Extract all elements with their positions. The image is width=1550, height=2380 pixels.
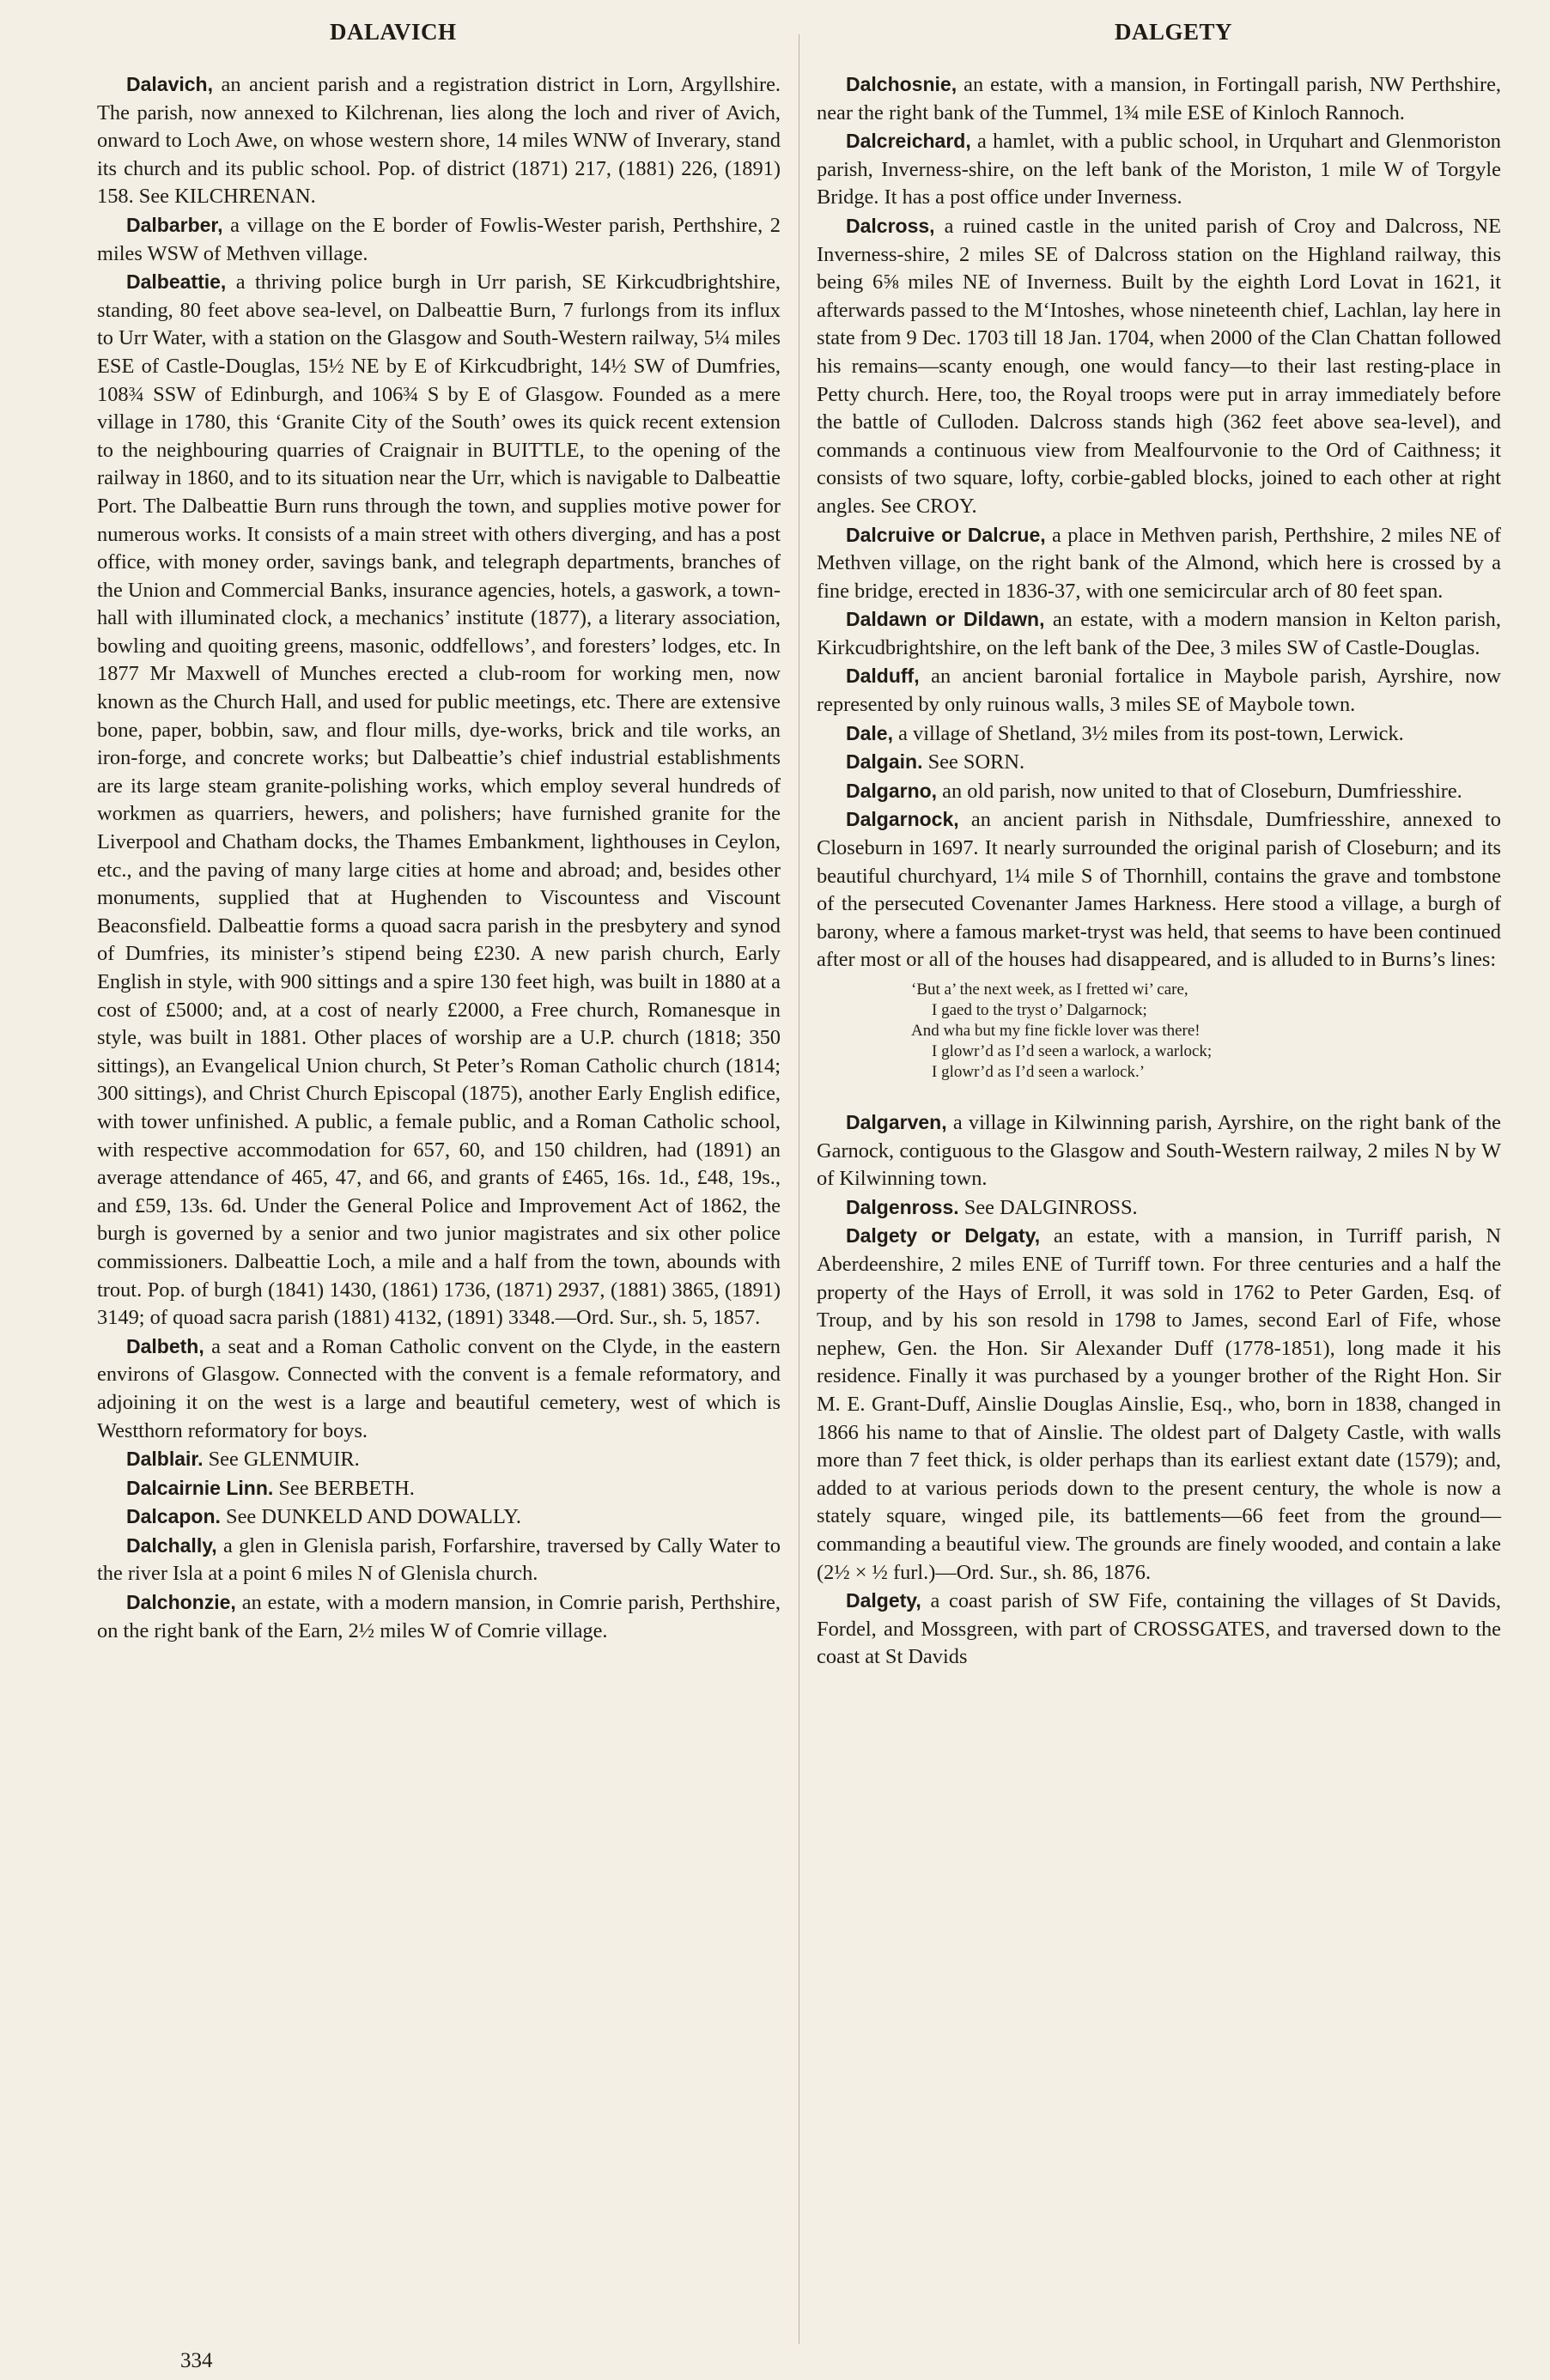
right-column-entries	[817, 70, 1501, 974]
running-head-right: DALGETY	[1115, 19, 1233, 45]
gazetteer-entry	[97, 1503, 781, 1532]
gazetteer-entry	[97, 1474, 781, 1503]
entry-headword: Dalchally,	[126, 1533, 217, 1557]
entry-text: a village in Kilwinning parish, Ayrshire, on the right bank of the Garnock, contiguous to the Glasgow and South-Western railway, 2 miles N by W of Kilwinning town.	[817, 1111, 1501, 1191]
entry-text: an old parish, now united to that of Closeburn, Dumfriesshire.	[937, 779, 1462, 803]
entry-headword: Dalcreichard,	[846, 130, 971, 153]
gazetteer-entry	[817, 1193, 1501, 1223]
gazetteer-entry	[817, 662, 1501, 719]
gazetteer-entry	[817, 1587, 1501, 1672]
gazetteer-entry	[817, 777, 1501, 806]
entry-headword: Dale,	[846, 721, 893, 744]
entry-text: a village of Shetland, 3½ miles from its post-town, Lerwick.	[892, 721, 1404, 745]
entry-text: a village on the E border of Fowlis-Wester parish, Perthshire, 2 miles WSW of Methven village.	[97, 213, 781, 265]
entry-headword: Dalchosnie,	[846, 73, 957, 95]
entry-headword: Dalblair.	[126, 1448, 204, 1471]
running-head-left: DALAVICH	[330, 19, 457, 45]
verse-line: I glowr’d as I’d seen a warlock.’	[932, 1063, 1146, 1081]
entry-headword: Dalgarno,	[846, 779, 938, 802]
entry-text: an ancient parish in Nithsdale, Dumfriesshire, annexed to Closeburn in 1697. It nearly surrounded the original parish of Closeburn; and its beautiful churchyard, 1¼ mile S of Thornhill, contains the grave and tombstone of the persecuted Covenanter James Harkness. Here stood a village, a burgh of barony, where a famous market-tryst was held, that seems to have been continued after most or all of the houses had disappeared, and is alluded to in Burns’s lines:	[817, 808, 1501, 972]
verse-line: And wha but my fine fickle lover was there!	[911, 1022, 1200, 1040]
entry-text: See SORN.	[922, 750, 1025, 774]
gazetteer-entry	[817, 127, 1501, 212]
gazetteer-entry	[817, 521, 1501, 606]
gazetteer-entry	[817, 212, 1501, 521]
burns-verse	[817, 980, 1501, 1083]
entry-text: See DALGINROSS.	[958, 1195, 1138, 1219]
entry-headword: Dalgain.	[846, 750, 923, 774]
entry-headword: Daldawn or Dildawn,	[846, 608, 1045, 631]
gazetteer-entry	[817, 605, 1501, 662]
gazetteer-entry	[97, 268, 781, 1333]
entry-headword: Dalcross,	[846, 214, 935, 237]
right-column	[817, 70, 1501, 1672]
entry-headword: Dalbeattie,	[126, 270, 227, 294]
entry-text: a place in Methven parish, Perthshire, 2 miles NE of Methven village, on the right bank of the Almond, which here is crossed by a fine bridge, erected in 1836-37, with one semicircular arch of 80 feet span.	[817, 523, 1501, 603]
entry-text: an estate, with a modern mansion in Kelton parish, Kirkcudbrightshire, on the left bank of the Dee, 3 miles SW of Castle-Douglas.	[817, 608, 1501, 659]
entry-headword: Dalavich,	[126, 73, 213, 95]
entry-headword: Dalcruive or Dalcrue,	[846, 523, 1046, 546]
entry-text: a hamlet, with a public school, in Urquhart and Glenmoriston parish, Inverness-shire, on the left bank of the Moriston, 1 mile W of Torgyle Bridge. It has a post office under Inverness.	[817, 130, 1501, 209]
verse-line: I gaed to the tryst o’ Dalgarnock;	[932, 1001, 1147, 1019]
entry-text: an ancient parish and a registration district in Lorn, Argyllshire. The parish, now annexed to Kilchrenan, lies along the loch and river of Avich, onward to Loch Awe, on whose western shore, 14 miles WNW of Inverary, stand its church and its public school. Pop. of district (1871) 217, (1881) 226, (1891) 158. See KILCHRENAN.	[97, 73, 781, 209]
entry-headword: Dalcapon.	[126, 1505, 221, 1528]
gazetteer-entry	[817, 719, 1501, 749]
page-number: 334	[180, 2349, 213, 2372]
entry-headword: Dalchonzie,	[126, 1591, 236, 1614]
entry-headword: Dalbeth,	[126, 1334, 204, 1357]
verse-line: I glowr’d as I’d seen a warlock, a warlock;	[932, 1042, 1213, 1060]
gazetteer-entry	[817, 1222, 1501, 1587]
gazetteer-entry	[97, 70, 781, 211]
left-column	[97, 70, 781, 1645]
gazetteer-entry	[97, 1333, 781, 1445]
gazetteer-entry	[817, 1108, 1501, 1193]
entry-headword: Dalgenross.	[846, 1195, 959, 1218]
entry-headword: Dalgety,	[846, 1589, 921, 1612]
gazetteer-entry	[97, 1532, 781, 1588]
entry-text: a glen in Glenisla parish, Forfarshire, traversed by Cally Water to the river Isla at a point 6 miles N of Glenisla church.	[97, 1533, 781, 1586]
gazetteer-entry	[817, 70, 1501, 127]
entry-text: a seat and a Roman Catholic convent on the Clyde, in the eastern environs of Glasgow. Connected with the convent is a female reformatory, and adjoining it on the west is a large and beautiful cemetery, west of which is Westthorn reformatory for boys.	[97, 1334, 781, 1442]
entry-text: a ruined castle in the united parish of Croy and Dalcross, NE Inverness-shire, 2 miles SE of Dalcross station on the Highland railway, this being 6⅝ miles NE of Inverness. Built by the eighth Lord Lovat in 1621, it afterwards passed to the M‘Intoshes, whose nineteenth chief, Lachlan, lay here in state from 9 Dec. 1703 till 18 Jan. 1704, when 2000 of the Clan Chattan followed his remains—scanty enough, one would fancy—to their last resting-place in Petty church. Here, too, the Royal troops were put in array immediately before the battle of Culloden. Dalcross stands high (362 feet above sea-level), and commands a continuous view from Mealfourvonie to the Ord of Caithness; it consists of two square, lofty, corbie-gabled blocks, joined to each other at right angles. See CROY.	[817, 214, 1501, 518]
entry-headword: Dalduff,	[846, 665, 920, 688]
entry-headword: Dalgety or Delgaty,	[846, 1224, 1041, 1248]
entry-headword: Dalcairnie Linn.	[126, 1476, 274, 1499]
gazetteer-entry	[97, 211, 781, 268]
entry-headword: Dalbarber,	[126, 213, 223, 236]
entry-text: a coast parish of SW Fife, containing the villages of St Davids, Fordel, and Mossgreen, with part of CROSSGATES, and traversed down to the coast at St Davids	[817, 1589, 1501, 1669]
entry-headword: Dalgarven,	[846, 1111, 947, 1133]
verse-line: ‘But a’ the next week, as I fretted wi’ care,	[911, 981, 1188, 999]
gazetteer-entry	[97, 1588, 781, 1645]
entry-text: See DUNKELD AND DOWALLY.	[220, 1505, 521, 1529]
right-column-entries-continued	[817, 1108, 1501, 1672]
entry-text: an estate, with a mansion, in Fortingall parish, NW Perthshire, near the right bank of the Tummel, 1¾ mile ESE of Kinloch Rannoch.	[817, 73, 1501, 124]
gazetteer-entry	[97, 1445, 781, 1474]
entry-text: an estate, with a mansion, in Turriff parish, N Aberdeenshire, 2 miles ENE of Turriff town. For three centuries and a half the property of the Hays of Erroll, it was sold in 1762 to Peter Garden, Esq. of Troup, and by his son resold in 1798 to James, second Earl of Fife, whose nephew, Gen. the Hon. Sir Alexander Duff (1778-1851), long made it his residence. Finally it was purchased by a younger brother of the Right Hon. Sir M. E. Grant-Duff, Ainslie Douglas Ainslie, Esq., who, born in 1838, changed in 1866 his name to that of Ainslie. The oldest part of Dalgety Castle, with walls more than 7 feet thick, is older perhaps than its earliest extant date (1579); and, added to at various periods down to the present century, the whole is now a stately square, winged pile, its battlements—66 feet from the ground—commanding a beautiful view. The grounds are finely wooded, and contain a lake (2½ × ½ furl.)—Ord. Sur., sh. 86, 1876.	[817, 1224, 1501, 1584]
entry-text: See GLENMUIR.	[203, 1448, 360, 1472]
entry-headword: Dalgarnock,	[846, 808, 959, 831]
entry-text: an estate, with a modern mansion, in Comrie parish, Perthshire, on the right bank of the Earn, 2½ miles W of Comrie village.	[97, 1591, 781, 1642]
entry-text: an ancient baronial fortalice in Maybole parish, Ayrshire, now represented by only ruinous walls, 3 miles SE of Maybole town.	[817, 665, 1501, 717]
entry-text: a thriving police burgh in Urr parish, SE Kirkcudbrightshire, standing, 80 feet above sea-level, on Dalbeattie Burn, 7 furlongs from its influx to Urr Water, with a station on the Glasgow and South-Western railway, 5¼ miles ESE of Castle-Douglas, 15½ NE by E of Kirkcudbright, 14½ SW of Dumfries, 108¾ SSW of Edinburgh, and 106¾ S by E of Glasgow. Founded as a mere village in 1780, this ‘Granite City of the South’ owes its quick recent extension to the neighbouring quarries of Craignair in BUITTLE, to the opening of the railway in 1860, and to its situation near the Urr, which is navigable to Dalbeattie Port. The Dalbeattie Burn runs through the town, and supplies motive power for numerous works. It consists of a main street with others diverging, and has a post office, with money order, savings bank, and telegraph departments, branches of the Union and Commercial Banks, insurance agencies, hotels, a gaswork, a town-hall with illuminated clock, a mechanics’ institute (1877), a literary association, bowling and quoiting greens, masonic, oddfellows’, and foresters’ lodges, etc. In 1877 Mr Maxwell of Munches erected a club-room for working men, now known as the Church Hall, and used for public meetings, etc. There are extensive bone, paper, bobbin, saw, and flour mills, dye-works, brick and tile works, an iron-forge, and concrete works; but Dalbeattie’s chief industrial establishments are its large steam granite-polishing works, which employ several hundreds of workmen as quarriers, hewers, and polishers; have furnished granite for the Liverpool and Chatham docks, the Thames Embankment, lighthouses in Ceylon, etc., and the paving of many large cities at home and abroad; and, besides other monuments, supplied that at Hughenden to Viscountess and Viscount Beaconsfield. Dalbeattie forms a quoad sacra parish in the presbytery and synod of Dumfries, its minister’s stipend being £230. A new parish church, Early English in style, with 900 sittings and a spire 130 feet high, was built in 1880 at a cost of £5000; and, at a cost of nearly £2000, a Free church, Romanesque in style, was built in 1881. Other places of worship are a U.P. church (1818; 350 sittings), an Evangelical Union church, St Peter’s Roman Catholic church (1814; 300 sittings), and Christ Church Episcopal (1875), another Early English edifice, with tower unfinished. A public, a female public, and a Roman Catholic school, with respective accommodation for 657, 60, and 150 children, had (1891) an average attendance of 465, 47, and 66, and grants of £465, 16s. 1d., £48, 19s., and £59, 13s. 6d. Under the General Police and Improvement Act of 1862, the burgh is governed by a senior and two junior magistrates and six other police commissioners. Dalbeattie Loch, a mile and a half from the town, abounds with trout. Pop. of burgh (1841) 1430, (1861) 1736, (1871) 2937, (1881) 3865, (1891) 3149; of quoad sacra parish (1881) 4132, (1891) 3348.—Ord. Sur., sh. 5, 1857.	[97, 270, 781, 1330]
entry-text: See BERBETH.	[273, 1476, 415, 1500]
gazetteer-entry	[817, 748, 1501, 777]
gazetteer-entry	[817, 805, 1501, 974]
